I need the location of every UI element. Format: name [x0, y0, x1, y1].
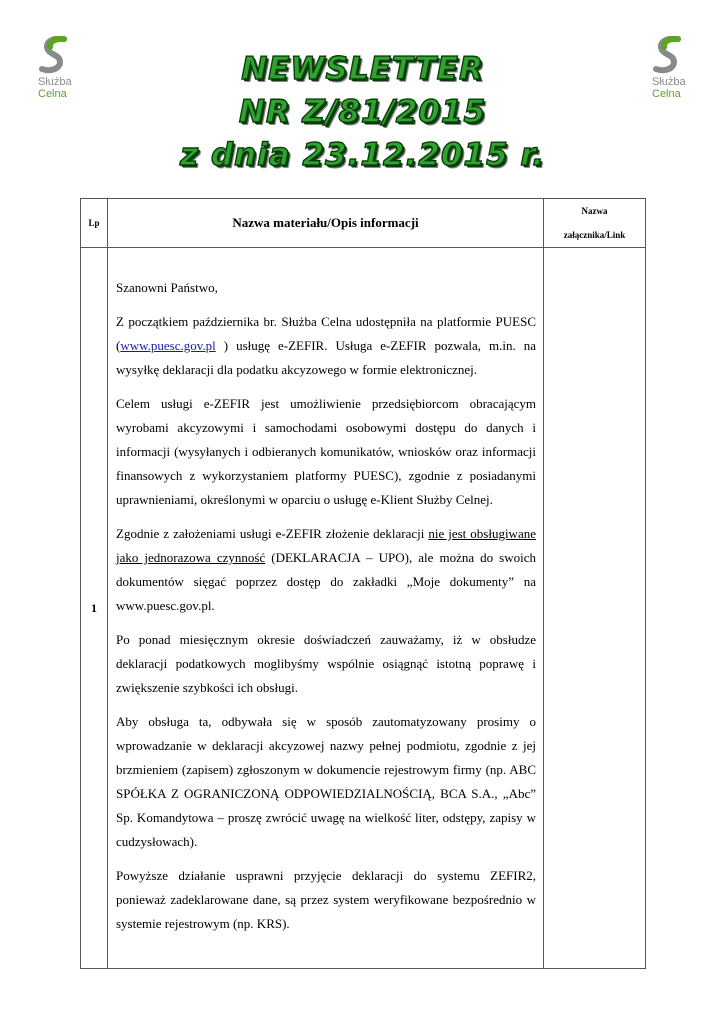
- row-attachment: [544, 248, 646, 969]
- logo-line-1: Służba: [652, 76, 686, 88]
- puesc-link[interactable]: www.puesc.gov.pl: [120, 338, 216, 353]
- header-name: Nazwa materiału/Opis informacji: [108, 199, 544, 248]
- paragraph-6: Powyższe działanie usprawni przyjęcie deklaracji do systemu ZEFIR2, ponieważ zadeklarowane dane, są przez system weryfikowane bezpośrednio w systemie rejestrowym (np. KRS).: [116, 868, 536, 931]
- paragraph-1: Z początkiem października br. Służba Celna udostępniła na platformie PUESC (www.puesc.gov.pl ) usługę e-ZEFIR. Usługa e-ZEFIR pozwala, m.in. na wysyłkę deklaracji dla podatku akcyzowego w formie elektronicznej.: [116, 314, 536, 377]
- header-attachment-line-2: załącznika/Link: [563, 230, 626, 240]
- row-lp: 1: [81, 248, 108, 969]
- title-line-2: NR Z/81/2015: [238, 94, 487, 130]
- underlined-phrase: nie jest obsługiwane jako jednorazowa czynność: [116, 526, 536, 565]
- row-description: [108, 248, 544, 969]
- header-lp: Lp: [81, 199, 108, 248]
- paragraph-3: Zgodnie z założeniami usługi e-ZEFIR złożenie deklaracji nie jest obsługiwane jako jednorazowa czynność (DEKLARACJA – UPO), ale można do swoich dokumentów sięgać poprzez dostęp do zakładki „Moje dokumenty” na www.puesc.gov.pl.: [116, 526, 536, 613]
- table-row: [81, 248, 646, 969]
- greeting: Szanowni Państwo,: [116, 280, 218, 295]
- paragraph-2: Celem usługi e-ZEFIR jest umożliwienie przedsiębiorcom obracającym wyrobami akcyzowymi i samochodami osobowymi dostępu do danych i informacji (wysyłanych i odbieranych komunikatów, wniosków oraz informacji finansowych z wykorzystaniem platformy PUESC), zgodnie z posiadanymi uprawnieniami, określonymi w oparciu o usługę e-Klient Służby Celnej.: [116, 396, 536, 507]
- table-header-row: [81, 199, 646, 248]
- logo-line-2: Celna: [38, 88, 67, 100]
- header-attachment-line-1: Nazwa: [581, 206, 608, 216]
- logo-line-1: Służba: [38, 76, 72, 88]
- logo-line-2: Celna: [652, 88, 681, 100]
- newsletter-table: [80, 198, 646, 969]
- header-attachment: [544, 199, 646, 248]
- title-line-3: z dnia 23.12.2015 r.: [180, 137, 545, 173]
- title-line-1: NEWSLETTER: [241, 51, 484, 87]
- paragraph-4: Po ponad miesięcznym okresie doświadczeń zauważamy, iż w obsłudze deklaracji podatkowych moglibyśmy wspólnie osiągnąć istotną poprawę i zwiększenie szybkości ich obsługi.: [116, 632, 536, 695]
- newsletter-title: [60, 48, 665, 177]
- paragraph-5: Aby obsługa ta, odbywała się w sposób zautomatyzowany prosimy o wprowadzanie w deklaracji akcyzowej nazwy pełnej podmiotu, zgodnie z jej brzmieniem (zapisem) zgłoszonym w dokumencie rejestrowym firmy (np. ABC SPÓŁKA Z OGRANICZONĄ ODPOWIEDZIALNOŚCIĄ, BCA S.A., „Abc” Sp. Komandytowa – proszę zwrócić uwagę na wielkość liter, odstępy, zapisy w cudzysłowach).: [116, 714, 536, 849]
